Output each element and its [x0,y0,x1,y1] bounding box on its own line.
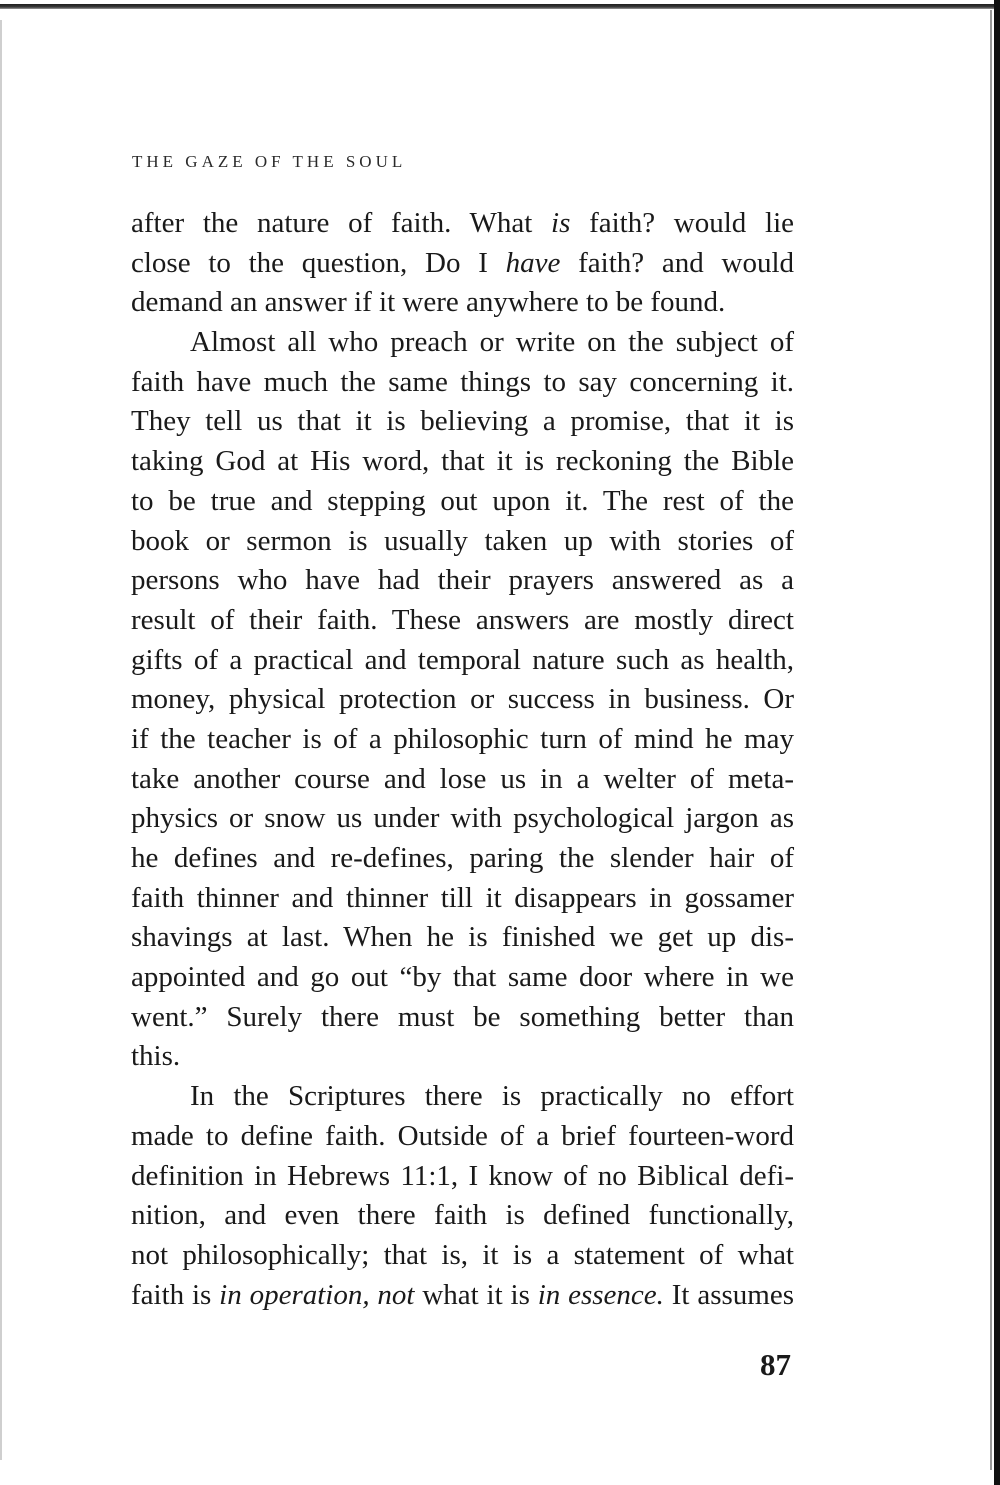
text-segment: gifts of a practical and temporal nature such as health, [131,643,794,676]
text-segment: close to the question, Do I [131,246,506,279]
text-line [131,720,794,760]
text-segment: definition in Hebrews 11:1, I know of no Biblical defi- [131,1159,794,1192]
text-line [131,799,794,839]
text-segment: faith? would lie [570,207,794,239]
left-page-edge [0,20,2,1460]
text-line [131,442,794,482]
top-edge-rule [0,4,1000,9]
text-line [131,323,794,363]
text-segment: if the teacher is of a philosophic turn of mind he may [131,722,794,755]
text-line [131,601,794,641]
text-line [131,283,794,323]
text-segment: book or sermon is usually taken up with stories of [131,524,794,557]
text-segment: shavings at last. When he is finished we get up dis- [131,921,794,954]
text-line [131,363,794,403]
text-line [131,680,794,720]
italic-text: have [505,246,561,279]
text-segment: after the nature of faith. What [131,207,552,239]
body-text [131,204,794,1315]
text-segment: It assumes [663,1278,794,1311]
text-segment: not philosophically; that is, it is a statement of what [131,1238,794,1271]
text-line [131,204,794,244]
italic-text: is [551,207,571,239]
text-line [131,1037,794,1077]
text-segment: appointed and go out “by that same door where in we [131,961,794,994]
text-segment: made to define faith. Outside of a brief fourteen-word [131,1119,794,1152]
text-segment: faith thinner and thinner till it disappears in gossamer [131,881,794,914]
text-line [131,760,794,800]
text-line [131,1236,794,1276]
italic-text: in operation, not [219,1278,415,1311]
text-segment: faith have much the same things to say concerning it. [131,365,794,398]
text-line [131,998,794,1038]
italic-text: in essence. [537,1278,664,1311]
running-head: THE GAZE OF THE SOUL [132,152,407,171]
text-line [131,1157,794,1197]
text-segment: demand an answer if it were anywhere to be found. [131,286,726,319]
text-segment: what it is [414,1278,538,1311]
text-segment: this. [131,1040,181,1073]
text-line [131,879,794,919]
text-line [131,918,794,958]
text-line [131,482,794,522]
text-line [131,1276,794,1316]
text-line [131,1196,794,1236]
text-segment: result of their faith. These answers are mostly direct [131,603,794,636]
text-segment: taking God at His word, that it is reckoning the Bible [131,445,794,478]
text-segment: Almost all who preach or write on the subject of [190,326,794,359]
right-page-edge [994,0,1000,1485]
text-segment: take another course and lose us in a welter of meta- [131,762,794,795]
right-page-edge-shadow [990,10,992,1470]
text-line [131,402,794,442]
page-number: 87 [760,1347,791,1382]
text-line [131,839,794,879]
text-segment: faith? and would [560,246,794,279]
text-segment: to be true and stepping out upon it. The rest of the [131,484,794,517]
text-segment: They tell us that it is believing a promise, that it is [131,405,794,438]
text-segment: persons who have had their prayers answered as a [131,564,794,597]
text-line [131,244,794,284]
text-segment: physics or snow us under with psychological jargon as [131,802,794,835]
text-line [131,641,794,681]
text-segment: In the Scriptures there is practically no effort [190,1080,794,1113]
text-segment: faith is [131,1278,220,1311]
text-segment: went.” Surely there must be something better than [131,1000,794,1033]
text-segment: he defines and re-defines, paring the slender hair of [131,842,794,874]
text-line [131,1077,794,1117]
text-segment: money, physical protection or success in business. Or [131,683,794,716]
text-line [131,522,794,562]
text-line [131,958,794,998]
text-line [131,561,794,601]
text-segment: nition, and even there faith is defined functionally, [131,1199,794,1232]
text-line [131,1117,794,1157]
